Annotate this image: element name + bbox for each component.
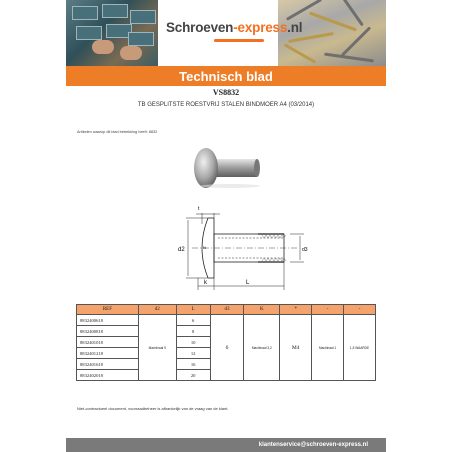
footer-bar: [66, 438, 386, 452]
title-bar: [66, 66, 386, 86]
page-title: Technisch blad: [179, 68, 273, 84]
product-subtitle: TB GESPLITSTE ROESTVRIJ STALEN BINDMOER A4 (03/2014): [137, 102, 315, 108]
product-code: VS8832: [212, 88, 240, 97]
col-7: -: [312, 305, 344, 315]
length-cell: 16: [176, 359, 210, 370]
applies-to-text: Artikelen waarop dit blad betrekking heeft: 8832: [77, 130, 158, 134]
d2-cell: Machinaal 9: [138, 315, 176, 381]
technical-sheet-page: [66, 0, 386, 452]
brand-logo[interactable]: Schroeven-express.nl: [166, 20, 303, 35]
dim-d3-label: d3: [302, 247, 308, 253]
ref-cell: 8832400618: [77, 315, 139, 326]
ref-cell: 8832402018: [77, 370, 139, 381]
logo-swoosh: [214, 39, 264, 42]
workshop-photo: [66, 0, 158, 66]
dim-t-label: t: [198, 206, 200, 212]
footer-email-link[interactable]: klantenservice@schroeven-express.nl: [258, 442, 368, 448]
dim-k-label: k: [204, 280, 207, 286]
dim-l-label: L: [246, 280, 250, 286]
technical-drawing: [178, 204, 358, 290]
ref-cell: 8832400818: [77, 326, 139, 337]
rivet-nut-photo: [190, 146, 262, 190]
col-l: L: [176, 305, 210, 315]
dim-d2-label: d2: [178, 247, 185, 253]
d3-cell: 6: [210, 315, 244, 381]
col-d2: d2: [138, 305, 176, 315]
k-cell: Machinaal 3,2: [244, 315, 280, 381]
specification-table: [76, 304, 376, 381]
length-cell: 6: [176, 315, 210, 326]
disclaimer-text: Niet-contractueel document, voorraadbeheer is afhankelijk van de vraag van de klant.: [77, 406, 229, 411]
table-header-row: [77, 305, 376, 315]
length-cell: 20: [176, 370, 210, 381]
header-banner: [66, 0, 386, 66]
thread-cell: M4: [280, 315, 312, 381]
col-8: -: [344, 305, 376, 315]
table-row: [77, 315, 376, 326]
length-cell: 12: [176, 348, 210, 359]
dim-n-label: N: [203, 245, 206, 250]
ref-cell: 8832401218: [77, 348, 139, 359]
col-d3: d3: [210, 305, 244, 315]
col7-cell: Machinaal 1: [312, 315, 344, 381]
ref-cell: 8832401618: [77, 359, 139, 370]
col-k: K: [244, 305, 280, 315]
col-ref: REF: [77, 305, 139, 315]
length-cell: 8: [176, 326, 210, 337]
col8-cell: 1,5 WAARDE: [344, 315, 376, 381]
ref-cell: 8832401018: [77, 337, 139, 348]
col-thread: *: [280, 305, 312, 315]
length-cell: 10: [176, 337, 210, 348]
